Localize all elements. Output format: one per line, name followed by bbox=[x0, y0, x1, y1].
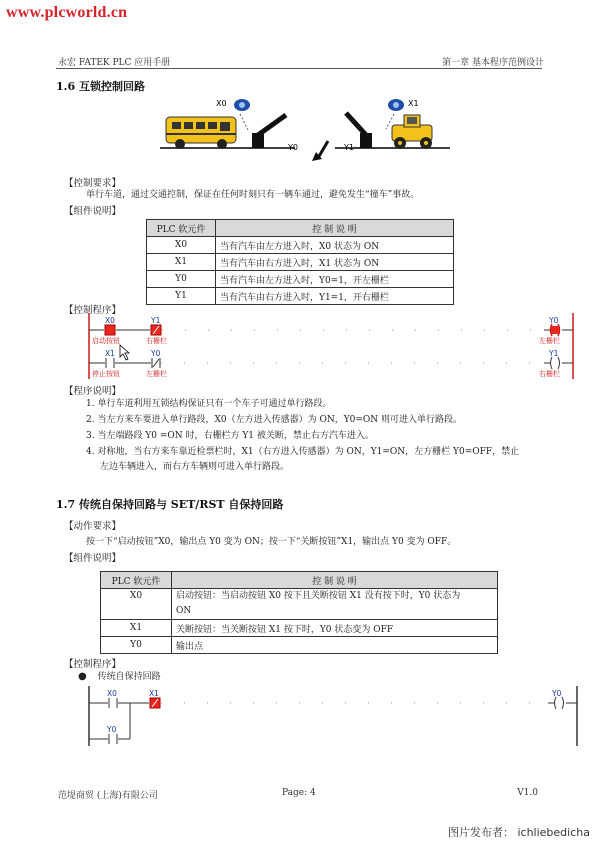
desc-label-1-6: 【程序说明】 bbox=[64, 386, 122, 397]
ladder-diagram-1-7 bbox=[86, 686, 580, 748]
illus-y0-label: Y0 bbox=[288, 143, 298, 152]
contact-x0 bbox=[105, 325, 115, 335]
bullet-text: 传统自保持回路 bbox=[97, 672, 161, 682]
desc-line-3: 3. 当左端路段 Y0 =ON 时，右栅栏方 Y1 被关断，禁止右方汽车进入。 bbox=[86, 431, 374, 441]
prog-label-1-7: 【控制程序】 bbox=[64, 659, 122, 670]
req-text-1-6: 单行车道，通过交通控制，保证在任何时刻只有一辆车通过，避免发生“撞车”事故。 bbox=[86, 190, 420, 200]
ladder-r2-c1: X1 bbox=[105, 349, 115, 358]
table-header: PLC 软元件 bbox=[147, 220, 216, 237]
ladder-17-parallel: Y0 bbox=[107, 725, 117, 734]
tractor-icon bbox=[392, 115, 432, 149]
ladder-r1-c2: Y1 bbox=[151, 316, 161, 325]
ladder-r1-c1: X0 bbox=[105, 316, 115, 325]
bullet-dot-icon: ● bbox=[78, 671, 87, 682]
section-title-1-7: 1.7 传统自保持回路与 SET/RST 自保持回路 bbox=[56, 498, 284, 511]
ladder-diagram-1-6 bbox=[86, 313, 576, 381]
sensor-left-icon bbox=[234, 99, 250, 111]
table-row: Y1 当有汽车由右方进入时，Y1=1，开右栅栏 bbox=[147, 288, 454, 305]
bullet-item bbox=[78, 670, 161, 684]
watermark: www.plcworld.cn bbox=[6, 4, 128, 21]
component-table-1-6 bbox=[146, 219, 454, 305]
publisher-credit: 图片发布者： ichliebedicha bbox=[447, 826, 590, 839]
illus-y1-label: Y1 bbox=[344, 143, 354, 152]
desc-line-4: 4. 对称地，当右方来车靠近检票栏时，X1（右方进入传感器）为 ON，Y1=ON，左方栅栏 Y0=OFF，禁止 bbox=[86, 447, 520, 457]
footer-left: 范堤商贸 (上海)有限公司 bbox=[58, 791, 158, 801]
footer-page: Page: 4 bbox=[282, 788, 316, 798]
ladder-17-c1: X0 bbox=[107, 689, 117, 698]
comp-label-1-6: 【组件说明】 bbox=[64, 206, 122, 217]
ladder-r1-c1-label: 启动按钮 bbox=[92, 337, 120, 345]
table-row: X1 当有汽车由右方进入时，X1 状态为 ON bbox=[147, 254, 454, 271]
desc-line-2: 2. 当左方来车要进入单行路段，X0（左方进入传感器）为 ON，Y0=ON 则可进入单行路段。 bbox=[86, 415, 463, 425]
section-title-1-6: 1.6 互锁控制回路 bbox=[56, 80, 145, 93]
table-row: Y0 当有汽车由左方进入时，Y0=1，开左栅栏 bbox=[147, 271, 454, 288]
ladder-17-c2: X1 bbox=[149, 689, 159, 698]
ladder-r2-c1-label: 停止按钮 bbox=[92, 370, 120, 378]
coil-y0 bbox=[551, 326, 559, 334]
component-table-1-7 bbox=[100, 571, 498, 654]
ladder-r1-coil-label: 左栅栏 bbox=[539, 337, 560, 345]
table-row: X1 关断按钮：当关断按钮 X1 按下时，Y0 状态变为 OFF bbox=[101, 620, 498, 637]
desc-line-5: 左边车辆进入，而右方车辆则可进入单行路段。 bbox=[100, 462, 290, 472]
footer-version: V1.0 bbox=[517, 788, 538, 798]
table-header: PLC 软元件 bbox=[101, 572, 172, 589]
ladder-r2-c2: Y0 bbox=[151, 349, 161, 358]
ladder-r1-c2-label: 右栅栏 bbox=[146, 337, 167, 345]
gate-left-icon bbox=[252, 115, 286, 148]
desc-line-1: 1. 单行车道利用互锁结构保证只有一个车子可通过单行路段。 bbox=[86, 399, 332, 409]
sensor-right-icon bbox=[388, 99, 404, 111]
ladder-17-coil: Y0 bbox=[552, 689, 562, 698]
ladder-r2-coil-label: 右栅栏 bbox=[539, 370, 560, 378]
table-row: X0 当有汽车由左方进入时，X0 状态为 ON bbox=[147, 237, 454, 254]
illus-x0-label: X0 bbox=[216, 99, 227, 108]
comp-label-1-7: 【组件说明】 bbox=[64, 553, 122, 564]
header-right: 第一章 基本程序范例设计 bbox=[442, 58, 544, 68]
cursor-icon bbox=[120, 345, 129, 360]
header-divider bbox=[56, 68, 542, 69]
req-label-1-7: 【动作要求】 bbox=[64, 521, 122, 532]
table-header: 控 制 说 明 bbox=[172, 572, 498, 589]
prog-label-1-6: 【控制程序】 bbox=[64, 305, 122, 316]
table-header: 控 制 说 明 bbox=[216, 220, 454, 237]
table-row: Y0 输出点 bbox=[101, 637, 498, 654]
interlock-illustration bbox=[160, 95, 450, 165]
header-left: 永宏 FATEK PLC 应用手册 bbox=[58, 58, 171, 68]
ladder-r1-coil: Y0 bbox=[549, 316, 559, 325]
illus-x1-label: X1 bbox=[408, 99, 419, 108]
req-text-1-7: 按一下“启动按钮”X0，输出点 Y0 变为 ON；按一下“关断按钮”X1，输出点 Y0 变为 OFF。 bbox=[86, 537, 457, 547]
school-bus-icon bbox=[166, 117, 236, 149]
ladder-r2-c2-label: 左栅栏 bbox=[146, 370, 167, 378]
table-row: X0 启动按钮：当启动按钮 X0 按下且关断按钮 X1 没有按下时，Y0 状态为 ON bbox=[101, 589, 498, 620]
down-arrow-icon bbox=[312, 141, 328, 161]
req-label-1-6: 【控制要求】 bbox=[64, 178, 122, 189]
ladder-r2-coil: Y1 bbox=[549, 349, 559, 358]
